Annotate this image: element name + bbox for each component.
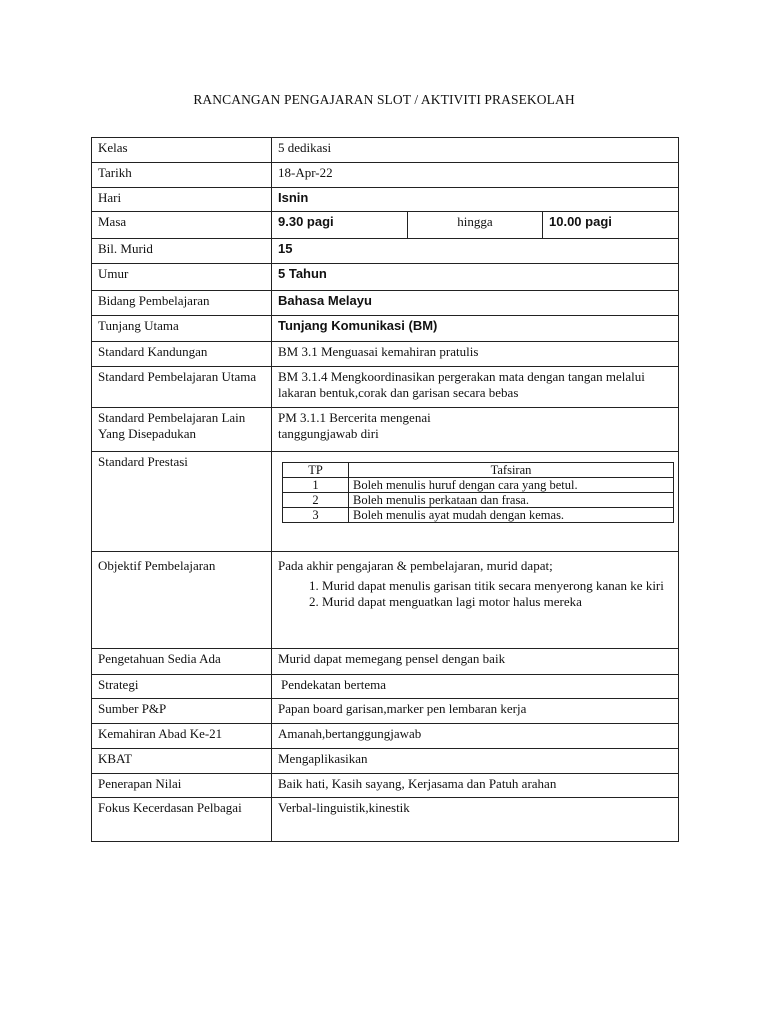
value-masa-end: 10.00 pagi — [543, 212, 679, 239]
prestasi-header-tafsiran: Tafsiran — [349, 463, 674, 478]
label-bidang: Bidang Pembelajaran — [92, 291, 272, 316]
value-masa-sep: hingga — [408, 212, 543, 239]
row-umur — [92, 264, 679, 291]
row-hari — [92, 188, 679, 212]
label-umur: Umur — [92, 264, 272, 291]
row-bidang — [92, 291, 679, 316]
value-hari: Isnin — [272, 188, 679, 212]
value-sumber: Papan board garisan,marker pen lembaran kerja — [272, 699, 679, 724]
value-bidang: Bahasa Melayu — [272, 291, 679, 316]
row-objektif — [92, 552, 679, 649]
row-strategi — [92, 675, 679, 699]
row-kelas — [92, 138, 679, 163]
value-tarikh: 18-Apr-22 — [272, 163, 679, 188]
std-lain-line1: PM 3.1.1 Bercerita mengenai — [278, 410, 431, 425]
row-std-kandungan — [92, 342, 679, 367]
prestasi-header-row — [283, 463, 674, 478]
row-nilai — [92, 774, 679, 798]
row-std-utama — [92, 367, 679, 408]
label-std-prestasi: Standard Prestasi — [92, 452, 272, 552]
row-masa — [92, 212, 679, 239]
prestasi-tp: 3 — [283, 508, 349, 523]
label-objektif: Objektif Pembelajaran — [92, 552, 272, 649]
value-masa-start: 9.30 pagi — [272, 212, 408, 239]
prestasi-tp: 2 — [283, 493, 349, 508]
value-bil-murid: 15 — [272, 239, 679, 264]
lesson-plan-table — [91, 137, 679, 842]
value-std-kandungan: BM 3.1 Menguasai kemahiran pratulis — [272, 342, 679, 367]
value-std-lain — [272, 408, 679, 452]
value-std-prestasi — [272, 452, 679, 552]
label-std-lain: Standard Pembelajaran Lain Yang Disepadukan — [92, 408, 272, 452]
label-nilai: Penerapan Nilai — [92, 774, 272, 798]
value-kemahiran: Amanah,bertanggungjawab — [272, 724, 679, 749]
prestasi-text: Boleh menulis huruf dengan cara yang betul. — [349, 478, 674, 493]
label-fokus: Fokus Kecerdasan Pelbagai — [92, 798, 272, 842]
value-std-utama: BM 3.1.4 Mengkoordinasikan pergerakan mata dengan tangan melalui lakaran bentuk,corak dan garisan secara bebas — [272, 367, 679, 408]
row-pengetahuan — [92, 649, 679, 675]
row-bil-murid — [92, 239, 679, 264]
prestasi-text: Boleh menulis perkataan dan frasa. — [349, 493, 674, 508]
label-sumber: Sumber P&P — [92, 699, 272, 724]
label-pengetahuan: Pengetahuan Sedia Ada — [92, 649, 272, 675]
page-title: RANCANGAN PENGAJARAN SLOT / AKTIVITI PRASEKOLAH — [193, 92, 575, 107]
row-std-lain — [92, 408, 679, 452]
prestasi-tp: 1 — [283, 478, 349, 493]
prestasi-header-tp: TP — [283, 463, 349, 478]
value-umur: 5 Tahun — [272, 264, 679, 291]
row-sumber — [92, 699, 679, 724]
label-tunjang: Tunjang Utama — [92, 316, 272, 342]
row-tunjang — [92, 316, 679, 342]
label-kelas: Kelas — [92, 138, 272, 163]
prestasi-table — [282, 462, 674, 523]
row-kemahiran — [92, 724, 679, 749]
value-strategi: Pendekatan bertema — [272, 675, 679, 699]
table-row — [283, 478, 674, 493]
label-tarikh: Tarikh — [92, 163, 272, 188]
row-std-prestasi — [92, 452, 679, 552]
list-item: 1. Murid dapat menulis garisan titik secara menyerong kanan ke kiri — [322, 578, 672, 594]
value-tunjang: Tunjang Komunikasi (BM) — [272, 316, 679, 342]
row-fokus — [92, 798, 679, 842]
table-row — [283, 493, 674, 508]
objektif-intro: Pada akhir pengajaran & pembelajaran, murid dapat; — [278, 558, 553, 573]
label-std-utama: Standard Pembelajaran Utama — [92, 367, 272, 408]
value-objektif — [272, 552, 679, 649]
std-lain-line2: tanggungjawab diri — [278, 426, 379, 441]
label-kbat: KBAT — [92, 749, 272, 774]
label-bil-murid: Bil. Murid — [92, 239, 272, 264]
label-kemahiran: Kemahiran Abad Ke-21 — [92, 724, 272, 749]
value-kbat: Mengaplikasikan — [272, 749, 679, 774]
objektif-list — [278, 578, 672, 610]
value-kelas: 5 dedikasi — [272, 138, 679, 163]
value-nilai: Baik hati, Kasih sayang, Kerjasama dan Patuh arahan — [272, 774, 679, 798]
value-fokus: Verbal-linguistik,kinestik — [272, 798, 679, 842]
prestasi-text: Boleh menulis ayat mudah dengan kemas. — [349, 508, 674, 523]
label-strategi: Strategi — [92, 675, 272, 699]
label-std-kandungan: Standard Kandungan — [92, 342, 272, 367]
list-item: 2. Murid dapat menguatkan lagi motor halus mereka — [322, 594, 672, 610]
row-tarikh — [92, 163, 679, 188]
label-masa: Masa — [92, 212, 272, 239]
value-pengetahuan: Murid dapat memegang pensel dengan baik — [272, 649, 679, 675]
row-kbat — [92, 749, 679, 774]
table-row — [283, 508, 674, 523]
label-hari: Hari — [92, 188, 272, 212]
